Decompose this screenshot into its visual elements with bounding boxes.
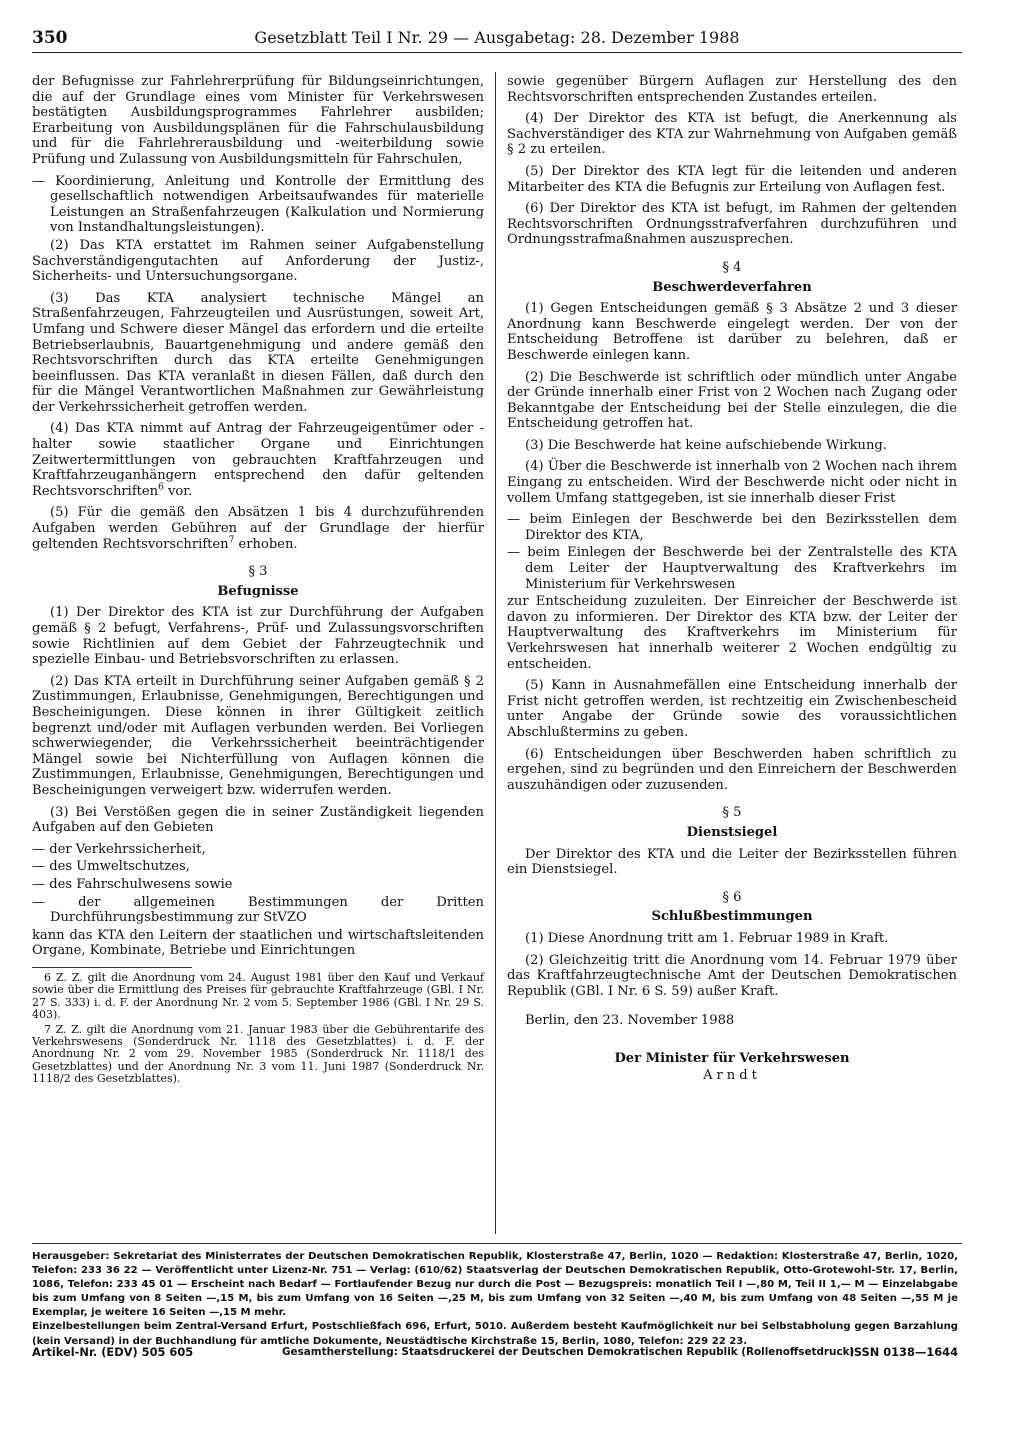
production-note: Gesamtherstellung: Staatsdruckerei der Deutschen Demokratischen Republik (Rollenoffsetdruck) — [282, 1346, 855, 1358]
dash-item: — des Fahrschulwesens sowie — [32, 876, 233, 892]
section-title: Dienstsiegel — [686, 824, 778, 840]
dash-item: — beim Einlegen der Beschwerde bei den Bezirksstellen dem Direktor des KTA, — [507, 512, 957, 543]
paragraph: der Befugnisse zur Fahrlehrerprüfung für Bildungseinrichtungen, die auf der Grundlage eines vom Minister für Verkehrswesen bestätigten Ausbildungsprogrammes Fahrlehrer ausbilden; Erarbeitung von Ausbildungsplänen für die Fahrschulausbildung und für die Fahrlehrerausbildung und -weiterbildung sowie Prüfung und Zulassung von Ausbildungsmitteln für Fahrschulen, — [32, 74, 484, 167]
issn: ISSN 0138—1644 — [849, 1345, 958, 1359]
paragraph: (5) Der Direktor des KTA legt für die leitenden und anderen Mitarbeiter des KTA die Befugnis zur Erteilung von Auflagen fest. — [507, 163, 957, 195]
paragraph: (6) Entscheidungen über Beschwerden haben schriftlich zu ergehen, sind zu begründen und den Einreichern der Beschwerden auszuhändigen oder zuzusenden. — [507, 746, 957, 793]
dash-item: — Koordinierung, Anleitung und Kontrolle der Ermittlung des gesellschaftlich notwendigen Arbeitsaufwandes für materielle Leistungen an Straßenfahrzeugen (Kalkulation und Normierung von Instandhaltungsleistungen). — [32, 173, 484, 236]
article-number: Artikel-Nr. (EDV) 505 605 — [32, 1345, 194, 1359]
paragraph: (4) Der Direktor des KTA ist befugt, die Anerkennung als Sachverständiger des KTA zur Wahrnehmung von Aufgaben gemäß § 2 zu erteilen. — [507, 111, 957, 158]
place-date: Berlin, den 23. November 1988 — [525, 1013, 735, 1029]
paragraph: sowie gegenüber Bürgern Auflagen zur Herstellung des den Rechtsvorschriften entsprechenden Zustandes erteilen. — [507, 74, 957, 105]
paragraph — [32, 421, 484, 499]
right-column — [507, 74, 957, 1084]
paragraph: (5) Kann in Ausnahmefällen eine Entscheidung innerhalb der Frist nicht getroffen werden, ist rechtzeitig ein Zwischenbescheid unter Angabe der Gründe sowie des voraussichtlichen Abschlußtermins zu geben. — [507, 678, 957, 740]
paragraph: zur Entscheidung zuzuleiten. Der Einreicher der Beschwerde ist davon zu informieren. Der Direktor des KTA bzw. der Leiter der Hauptverwaltung des Kraftverkehrs im Ministerium für Verkehrswesen hat innerhalb weiterer 2 Wochen endgültig zu entscheiden. — [507, 594, 957, 672]
footnote: 7 Z. Z. gilt die Anordnung vom 21. Januar 1983 über die Gebührentarife des Verkehrswesens (Sonderdruck Nr. 1118 des Gesetzblattes) i. d. F. der Anordnung Nr. 2 vom 29. November 1985 (Sonderdruck Nr. 1118/1 des Gesetzblattes) und der Anordnung Nr. 3 vom 11. Juni 1987 (Sonderdruck Nr. 1118/2 des Gesetzblattes). — [32, 1022, 484, 1086]
section-number: § 4 — [722, 259, 742, 275]
imprint-footer — [32, 1345, 958, 1361]
paragraph: (1) Der Direktor des KTA ist zur Durchführung der Aufgaben gemäß § 2 befugt, Verfahrens-, Prüf- und Zulassungsvorschriften sowie Richtlinien auf dem Gebiet der Fahrzeugtechnik und spezielle Einbau- und Betriebsvorschriften zu erlassen. — [32, 605, 484, 668]
imprint — [32, 1250, 958, 1349]
paragraph: (1) Gegen Entscheidungen gemäß § 3 Absätze 2 und 3 dieser Anordnung kann Beschwerde eingelegt werden. Der von der Entscheidung Betroffene ist darüber zu belehren, daß er Beschwerde einlegen kann. — [507, 301, 957, 363]
paragraph: (1) Diese Anordnung tritt am 1. Februar 1989 in Kraft. — [525, 930, 889, 946]
footnote-ref: 6 — [158, 482, 164, 493]
paragraph: (2) Das KTA erteilt in Durchführung seiner Aufgaben gemäß § 2 Zustimmungen, Erlaubnisse, Genehmigungen, Berechtigungen und Bescheinigungen. Diese können in ihrer Gültigkeit zeitlich begrenzt und/oder mit Auflagen verbunden werden. Bei Vorliegen schwerwiegender, die Verkehrssicherheit beeinträchtigender Mängel sowie bei Nichterfüllung von Auflagen können die Zustimmungen, Erlaubnisse, Genehmigungen, Berechtigungen und Bescheinigungen verweigert bzw. widerrufen werden. — [32, 673, 484, 798]
paragraph: Der Direktor des KTA und die Leiter der Bezirksstellen führen ein Dienstsiegel. — [507, 846, 957, 878]
paragraph: (2) Gleichzeitig tritt die Anordnung vom 14. Februar 1979 über das Kraftfahrzeugtechnische Amt der Deutschen Demokratischen Republik (GBl. I Nr. 6 S. 59) außer Kraft. — [507, 952, 957, 999]
dash-item: — des Umweltschutzes, — [32, 859, 190, 875]
section-title: Beschwerdeverfahren — [652, 279, 812, 295]
paragraph: kann das KTA den Leitern der staatlichen und wirtschaftsleitenden Organe, Kombinate, Betriebe und Einrichtungen — [32, 927, 484, 959]
footnote-ref: 7 — [228, 535, 235, 546]
page-header — [32, 28, 962, 50]
imprint-publisher: Herausgeber: Sekretariat des Ministerrates der Deutschen Demokratischen Republik, Klosterstraße 47, Berlin, 1020 — Redaktion: Klosterstraße 47, Berlin, 1020, Telefon: 233 36 22 — Veröffentlicht unter Lizenz-Nr. 751 — Verlag: (610/62) Staatsverlag der Deutschen Demokratischen Republik, Otto-Grotewohl-Str. 17, Berlin, 1086, Telefon: 233 45 01 — Erscheint nach Bedarf — Fortlaufender Bezug nur durch die Post — Bezugspreis: monatlich Teil I —,80 M, Teil II 1,— M — Einzelabgabe bis zum Umfang von 8 Seiten —,15 M, bis zum Umfang von 16 Seiten —,25 M, bis zum Umfang von 32 Seiten —,40 M, bis zum Umfang von 48 Seiten —,55 M je Exemplar, je weitere 16 Seiten —,15 M mehr. — [32, 1251, 958, 1319]
header-title: Gesetzblatt Teil I Nr. 29 — Ausgabetag: 28. Dezember 1988 — [254, 28, 740, 47]
paragraph-text: vor. — [163, 483, 193, 499]
paragraph: (3) Bei Verstößen gegen die in seiner Zuständigkeit liegenden Aufgaben auf den Gebieten — [32, 804, 484, 836]
footnote-rule — [32, 967, 192, 968]
dash-item: — beim Einlegen der Beschwerde bei der Zentralstelle des KTA dem Leiter der Hauptverwaltung des Kraftverkehrs im Ministerium für Verkehrswesen — [507, 545, 957, 592]
paragraph: (3) Die Beschwerde hat keine aufschiebende Wirkung. — [525, 437, 887, 453]
page-number: 350 — [32, 28, 68, 48]
column-divider — [495, 72, 496, 1234]
paragraph-text: erhoben. — [234, 536, 298, 552]
dash-item: — der Verkehrssicherheit, — [32, 841, 206, 857]
imprint-orders: Einzelbestellungen beim Zentral-Versand Erfurt, Postschließfach 696, Erfurt, 5010. Außerdem besteht Kaufmöglichkeit nur bei Selbstabholung gegen Barzahlung (kein Versand) in der Buchhandlung für amtliche Dokumente, Neustädtische Kirchstraße 15, Berlin, 1080, Telefon: 229 22 23. — [32, 1321, 958, 1347]
dash-item: — der allgemeinen Bestimmungen der Dritten Durchführungsbestimmung zur StVZO — [32, 894, 484, 926]
imprint-rule — [32, 1243, 962, 1244]
paragraph-text: (4) Das KTA nimmt auf Antrag der Fahrzeugeigentümer oder -halter sowie staatlicher Organe und Einrichtungen Zeitwertermittlungen von gebrauchten Kraftfahrzeugen und Kraftfahrzeuganhängern entsprechend den dafür geltenden Rechtsvorschriften — [32, 421, 484, 499]
paragraph: (2) Das KTA erstattet im Rahmen seiner Aufgabenstellung Sachverständigengutachten auf Anforderung der Justiz-, Sicherheits- und Untersuchungsorgane. — [32, 237, 484, 285]
paragraph: (2) Die Beschwerde ist schriftlich oder mündlich unter Angabe der Gründe innerhalb einer Frist von 2 Wochen nach Zugang oder Bekanntgabe der Entscheidung bei der Stelle einzulegen, die die Entscheidung getroffen hat. — [507, 369, 957, 432]
paragraph: (3) Das KTA analysiert technische Mängel an Straßenfahrzeugen, Fahrzeugteilen und Ausrüstungen, soweit Art, Umfang und Schwere dieser Mängel das erfordern und die erteilte Betriebserlaubnis, Bauartgenehmigung und andere gemäß den Rechtsvorschriften durch das KTA erteilte Genehmigungen beeinflussen. Das KTA veranlaßt in diesen Fällen, daß durch den für die Mängel Verantwortlichen Maßnahmen zur Gewährleistung der Verkehrssicherheit getroffen werden. — [32, 290, 484, 415]
header-rule — [32, 52, 962, 53]
signatory-name: Arndt — [703, 1068, 761, 1084]
footnote: 6 Z. Z. gilt die Anordnung vom 24. August 1981 über den Kauf und Verkauf sowie über die Ermittlung des Preises für gebrauchte Kraftfahrzeuge (GBl. I Nr. 27 S. 333) i. d. F. der Anordnung Nr. 2 vom 5. September 1986 (GBl. I Nr. 29 S. 403). — [32, 970, 484, 1022]
section-number: § 5 — [722, 805, 742, 821]
left-column — [32, 74, 484, 1088]
paragraph: (4) Über die Beschwerde ist innerhalb von 2 Wochen nach ihrem Eingang zu entscheiden. Wird der Beschwerde nicht oder nicht in vollem Umfang stattgegeben, ist sie innerhalb dieser Frist — [507, 459, 957, 506]
section-number: § 3 — [248, 564, 268, 580]
paragraph-text: (5) Für die gemäß den Absätzen 1 bis 4 durchzuführenden Aufgaben werden Gebühren auf der Grundlage der hierfür geltenden Rechtsvorschriften — [32, 505, 484, 552]
paragraph — [32, 505, 484, 552]
section-title: Befugnisse — [217, 583, 299, 599]
section-title: Schlußbestimmungen — [651, 909, 813, 925]
paragraph: (6) Der Direktor des KTA ist befugt, im Rahmen der geltenden Rechtsvorschriften Ordnungsstrafverfahren durchzuführen und Ordnungsstrafmaßnahmen auszusprechen. — [507, 201, 957, 248]
signatory-title: Der Minister für Verkehrswesen — [614, 1050, 850, 1066]
section-number: § 6 — [722, 889, 742, 905]
